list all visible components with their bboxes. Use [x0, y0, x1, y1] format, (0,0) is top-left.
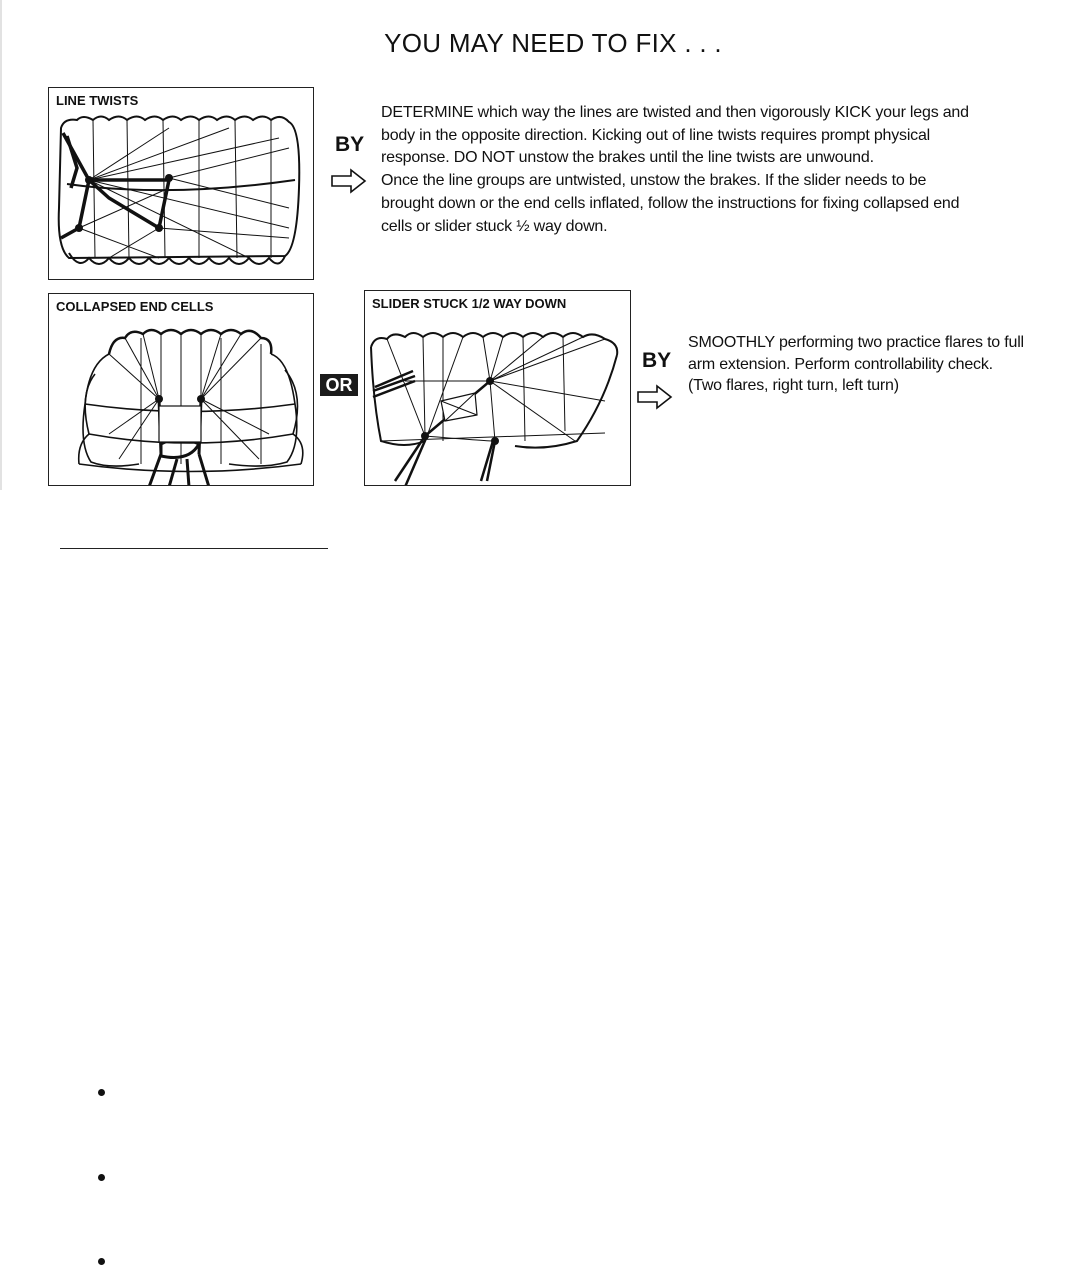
collapsed-end-cells-label: COLLAPSED END CELLS [56, 299, 214, 314]
collapsed-end-cells-illustration [48, 293, 314, 486]
slider-stuck-label: SLIDER STUCK 1/2 WAY DOWN [372, 296, 567, 311]
instruction-line: SMOOTHLY performing two practice flares to full [688, 334, 1024, 351]
slider-stuck-illustration [364, 290, 631, 486]
bullet-icon [98, 1174, 105, 1181]
instruction-line: DETERMINE which way the lines are twisted and then vigorously KICK your legs and [381, 104, 969, 121]
bullet-icon [98, 1089, 105, 1096]
instruction-line: body in the opposite direction. Kicking out of line twists requires prompt physical [381, 126, 931, 144]
slider-stuck-drawing [365, 291, 631, 486]
right-arrow-icon [331, 168, 367, 194]
instruction-line: Once the line groups are untwisted, unstow the brakes. If the slider needs to be [381, 172, 927, 190]
by-label-2: BY [642, 349, 672, 372]
instruction-line: brought down or the end cells inflated, follow the instructions for fixing collapsed end [381, 194, 960, 212]
line-twists-instructions [381, 102, 1071, 238]
instruction-line: cells or slider stuck ½ way down. [381, 217, 608, 235]
instruction-line: (Two flares, right turn, left turn) [688, 377, 899, 394]
instruction-line: response. DO NOT unstow the brakes until the line twists are unwound. [381, 149, 874, 167]
section-rule [60, 548, 328, 549]
instruction-line: arm extension. Perform controllability check. [688, 355, 993, 373]
collapsed-end-cells-drawing [49, 294, 314, 486]
or-label: OR [320, 374, 358, 396]
line-twists-illustration [48, 87, 314, 280]
page-edge [0, 0, 2, 490]
by-label-1: BY [335, 133, 365, 156]
slider-instructions [688, 332, 1068, 397]
bullet-icon [98, 1258, 105, 1265]
line-twists-canopy-drawing [49, 88, 314, 280]
right-arrow-icon [637, 384, 673, 410]
page-title: YOU MAY NEED TO FIX . . . [384, 28, 722, 58]
line-twists-label: LINE TWISTS [56, 93, 139, 108]
